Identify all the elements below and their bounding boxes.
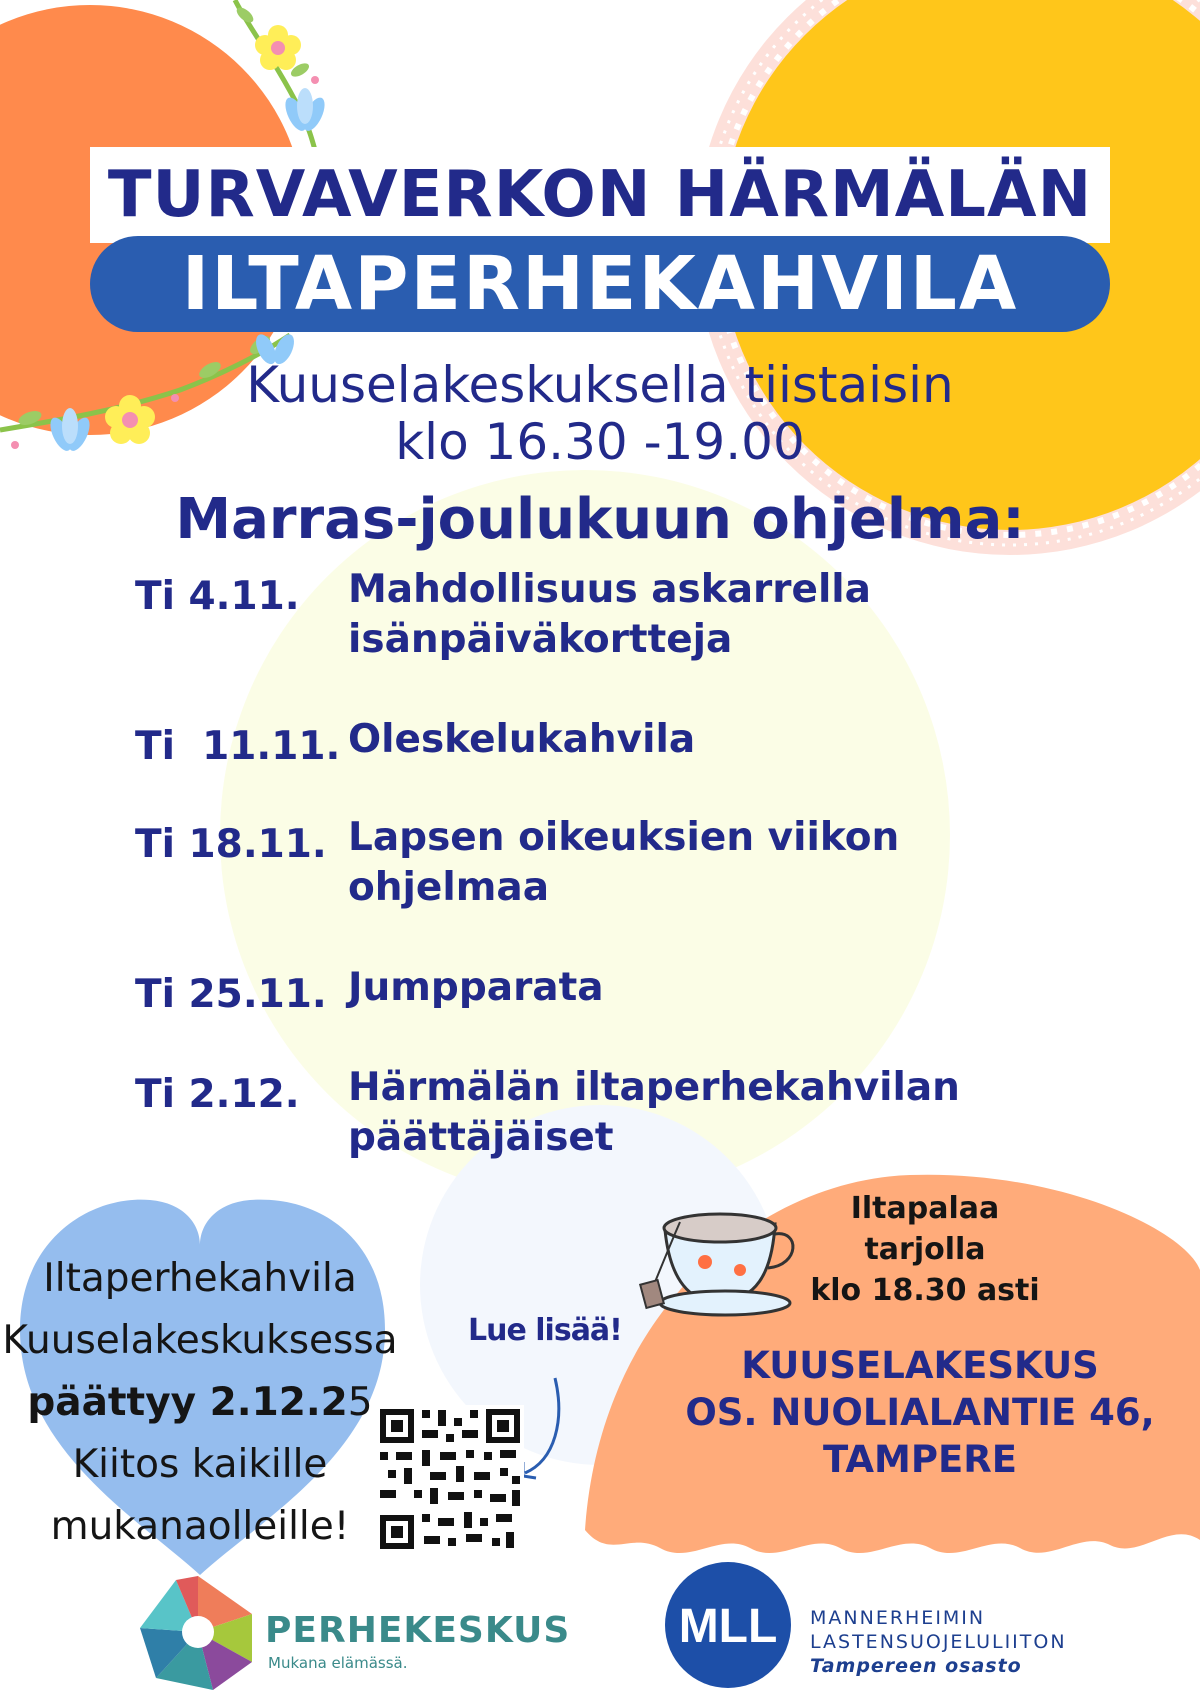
time-line: klo 16.30 -19.00 [395,413,805,471]
program-desc [348,963,988,1013]
mll-line: MANNERHEIMIN [810,1607,986,1629]
program-desc [348,813,988,913]
program-desc [348,1063,988,1163]
address-line: KUUSELAKESKUS [741,1344,1099,1387]
notice-end-date: päättyy 2.12.2 [27,1380,348,1425]
title-line-1: TURVAVERKON HÄRMÄLÄN [90,147,1110,243]
address [680,1342,1160,1483]
title-line-2: ILTAPERHEKAHVILA [90,236,1110,332]
snack-info [785,1188,1065,1311]
mll-line: LASTENSUOJELULIITON [810,1631,1067,1653]
mll-line: Tampereen osasto [810,1655,1022,1677]
program-desc-line: Mahdollisuus askarrella [348,567,871,612]
program-date: Ti 2.12. [135,1072,300,1117]
program-date: Ti 4.11. [135,574,300,619]
mll-logo-abbr: MLL [678,1600,778,1653]
notice-line: Kiitos kaikille [72,1442,328,1487]
notice-line: mukanaolleille! [50,1504,350,1549]
perhekeskus-logo-icon [140,1576,252,1690]
program-desc-line: päättäjäiset [348,1115,614,1160]
snack-line: klo 18.30 asti [810,1273,1040,1308]
program-date: Ti 25.11. [135,972,327,1017]
snack-line: Iltapalaa tarjolla [850,1191,1000,1267]
mll-name [810,1606,1067,1678]
program-desc-line: isänpäiväkortteja [348,617,733,662]
program-desc-line: Oleskelukahvila [348,717,696,762]
program-desc-line: Härmälän iltaperhekahvilan [348,1065,960,1110]
closing-notice [0,1248,400,1558]
program-desc-line: Jumpparata [348,965,604,1010]
notice-line [0,1372,400,1434]
perhekeskus-tagline: Mukana elämässä. [268,1654,408,1672]
program-date: Ti 11.11. [135,724,341,769]
address-line: TAMPERE [823,1438,1017,1481]
program-desc [348,565,988,665]
program-date: Ti 18.11. [135,822,327,867]
notice-end-date-rest: 5 [347,1380,373,1425]
notice-line: Kuuselakeskuksessa [2,1318,398,1363]
read-more-label: Lue lisää! [468,1313,622,1348]
program-desc [348,715,988,765]
program-desc-line: Lapsen oikeuksien viikon [348,815,900,860]
perhekeskus-name: PERHEKESKUS [265,1610,571,1651]
program-desc-line: ohjelmaa [348,865,550,910]
notice-line: Iltaperhekahvila [43,1256,357,1301]
venue-line: Kuuselakeskuksella tiistaisin [246,356,954,414]
program-heading: Marras-joulukuun ohjelma: [175,487,1025,552]
address-line: OS. NUOLIALANTIE 46, [685,1391,1155,1434]
